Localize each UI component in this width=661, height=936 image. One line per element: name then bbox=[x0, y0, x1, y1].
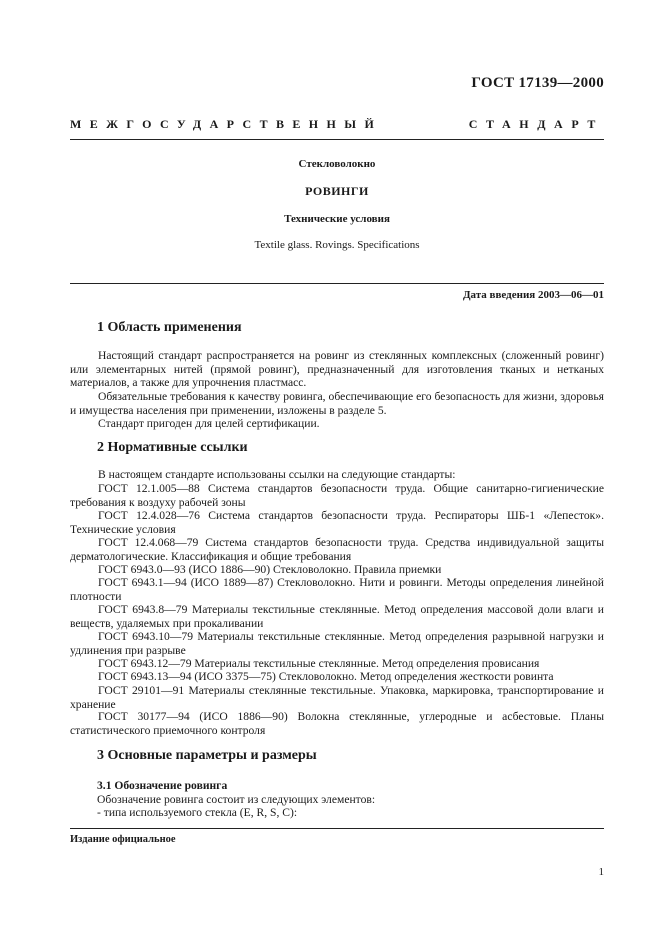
document-subtitle: Технические условия bbox=[284, 213, 390, 225]
document-title: РОВИНГИ bbox=[305, 184, 369, 198]
section-1-paragraph: Обязательные требования к качеству ровинга, обеспечивающие его безопасность для жизни, здоровья и имущества населения при применении, изложены в разделе 5. bbox=[70, 390, 604, 417]
english-title: Textile glass. Rovings. Specifications bbox=[254, 239, 420, 251]
reference-item: ГОСТ 12.4.068—79 Система стандартов безопасности труда. Средства индивидуальной защиты дерматологические. Классификация и общие требования bbox=[70, 536, 604, 563]
reference-item: ГОСТ 30177—94 (ИСО 1886—90) Волокна стеклянные, углеродные и асбестовые. Планы статистического приемочного контроля bbox=[70, 710, 604, 737]
reference-item: ГОСТ 6943.12—79 Материалы текстильные стеклянные. Метод определения провисания bbox=[98, 657, 540, 670]
page-number: 1 bbox=[598, 866, 604, 878]
document-material: Стекловолокно bbox=[298, 158, 376, 170]
reference-item: ГОСТ 6943.10—79 Материалы текстильные стеклянные. Метод определения разрывной нагрузки и удлинения при разрыве bbox=[70, 630, 604, 657]
standard-type-left: МЕЖГОСУДАРСТВЕННЫЙ bbox=[70, 117, 383, 131]
section-3-text: - типа используемого стекла (E, R, S, C): bbox=[97, 806, 298, 819]
reference-item: ГОСТ 6943.1—94 (ИСО 1889—87) Стекловолокно. Нити и ровинги. Методы определения линейной плотности bbox=[70, 576, 604, 603]
section-3-text: Обозначение ровинга состоит из следующих элементов: bbox=[97, 793, 376, 806]
section-2-heading: 2 Нормативные ссылки bbox=[97, 440, 248, 455]
references-intro: В настоящем стандарте использованы ссылки на следующие стандарты: bbox=[98, 468, 456, 481]
section-3-heading: 3 Основные параметры и размеры bbox=[97, 748, 317, 763]
edition-label: Издание официальное bbox=[70, 834, 176, 845]
reference-item: ГОСТ 12.1.005—88 Система стандартов безопасности труда. Общие санитарно-гигиенические требования к воздуху рабочей зоны bbox=[70, 482, 604, 509]
intro-date: Дата введения 2003—06—01 bbox=[462, 289, 604, 301]
subsection-3-1-heading: 3.1 Обозначение ровинга bbox=[97, 779, 228, 792]
section-1-paragraph: Настоящий стандарт распространяется на ровинг из стеклянных комплексных (сложенный ровинг) или элементарных нитей (прямой ровинг), предназначенный для изготовления тканых и нетканых материалов, а также для упрочнения пластмасс. bbox=[70, 349, 604, 390]
standard-type-right: СТАНДАРТ bbox=[468, 117, 604, 131]
section-1-heading: 1 Область применения bbox=[97, 320, 242, 335]
top-divider bbox=[70, 139, 604, 140]
reference-item: ГОСТ 6943.0—93 (ИСО 1886—90) Стекловолокно. Правила приемки bbox=[98, 563, 442, 576]
reference-item: ГОСТ 6943.13—94 (ИСО 3375—75) Стекловолокно. Метод определения жесткости ровинта bbox=[98, 670, 554, 683]
reference-item: ГОСТ 6943.8—79 Материалы текстильные стеклянные. Метод определения массовой доли влаги и веществ, удаляемых при прокаливании bbox=[70, 603, 604, 630]
gost-number: ГОСТ 17139—2000 bbox=[471, 75, 604, 91]
title-divider bbox=[70, 283, 604, 284]
section-1-paragraph: Стандарт пригоден для целей сертификации. bbox=[98, 417, 320, 430]
reference-item: ГОСТ 12.4.028—76 Система стандартов безопасности труда. Респираторы ШБ-1 «Лепесток». Технические условия bbox=[70, 509, 604, 536]
footer-divider bbox=[70, 828, 604, 829]
reference-item: ГОСТ 29101—91 Материалы стеклянные текстильные. Упаковка, маркировка, транспортирование и хранение bbox=[70, 684, 604, 711]
